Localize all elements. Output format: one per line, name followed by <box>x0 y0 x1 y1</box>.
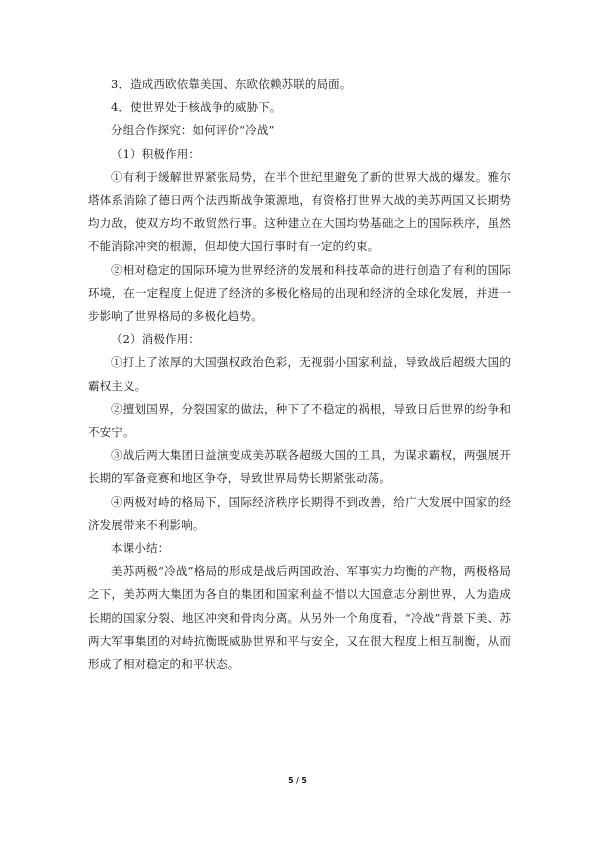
negative-effect-3: ③战后两大集团日益演变成美苏联各超级大国的工具，为谋求霸权，两强展开长期的军备竞赛和地区争夺，导致世界局势长期紧张动荡。 <box>88 448 511 486</box>
page-number: 5 / 5 <box>288 776 307 785</box>
negative-effect-1: ①打上了浓厚的大国强权政治色彩，无视弱小国家利益，导致战后超级大国的霸权主义。 <box>88 355 511 393</box>
negative-effect-2: ②擅划国界，分裂国家的做法，种下了不稳定的祸根，导致日后世界的纷争和不安宁。 <box>88 401 511 440</box>
group-inquiry-heading: 分组合作探究：如何评价“冷战” <box>111 123 275 138</box>
positive-effect-2: ②相对稳定的国际环境为世界经济的发展和科技革命的进行创造了有利的国际环境，在一定程度上促进了经济的多极化格局的出现和经济的全球化发展，并进一步影响了世界格局的多极化趋势。 <box>88 262 511 324</box>
paragraph-point-4: 4．使世界处于核战争的威胁下。 <box>111 100 282 115</box>
lesson-summary-heading: 本课小结： <box>111 541 170 556</box>
lesson-summary-text: 美苏两极“冷战”格局的形成是战后两国政治、军事实力均衡的产物，两极格局之下，美苏两大集团为各自的集团和国家利益不惜以大国意志分割世界，人为造成长期的国家分裂、地区冲突和骨肉分离。从另外一个角度看，“冷战”背景下美、苏两大军事集团的对峙抗衡既威胁世界和平与安全，又在很大程度上相互制衡，从而形成了相对稳定的和平状态。 <box>88 564 511 672</box>
paragraph-point-3: 3．造成西欧依靠美国、东欧依赖苏联的局面。 <box>111 77 352 91</box>
negative-effects-heading: （2）消极作用： <box>111 332 201 347</box>
positive-effects-heading: （1）积极作用： <box>111 146 201 161</box>
positive-effect-1: ①有利于缓解世界紧张局势，在半个世纪里避免了新的世界大战的爆发。雅尔塔体系消除了德日两个法西斯战争策源地，有资格打世界大战的美苏两国又长期势均力敌，使双方均不敢贸然行事。这种建立在大国均势基础之上的国际秩序，虽然不能消除冲突的根源，但却使大国行事时有一定的约束。 <box>88 169 511 254</box>
negative-effect-4: ④两极对峙的格局下，国际经济秩序长期得不到改善，给广大发展中国家的经济发展带来不利影响。 <box>88 494 511 532</box>
document-body <box>88 73 511 676</box>
